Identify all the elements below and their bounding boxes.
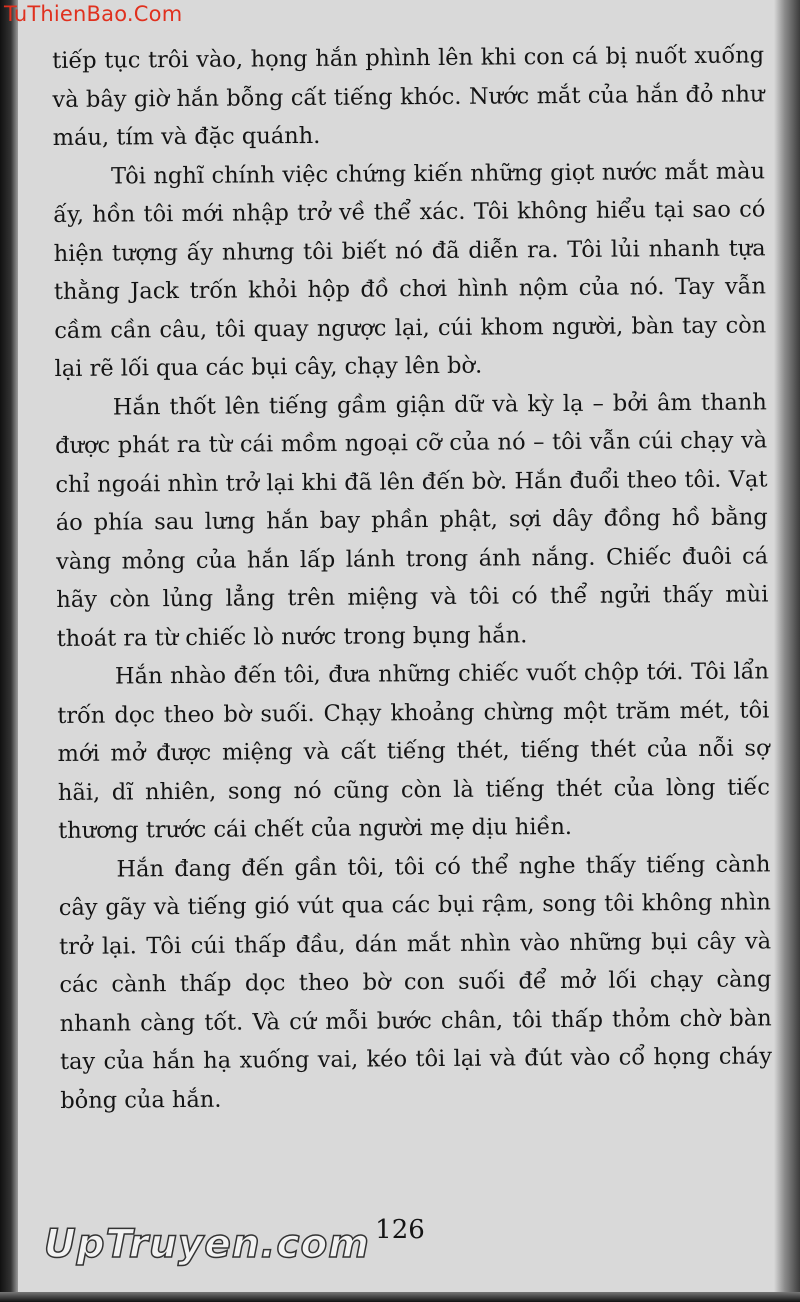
paragraph-4: Hắn nhào đến tôi, đưa những chiếc vuốt chộp tới. Tôi lẩn trốn dọc theo bờ suối. Chạy khoảng chừng một trăm mét, tôi mới mở được miệng và cất tiếng thét, tiếng thét của nỗi sợ hãi, dĩ nhiên, song nó cũng còn là tiếng thét của lòng tiếc thương trước cái chết của người mẹ dịu hiền. — [57, 658, 770, 844]
watermark-bottom: UpTruyen.com — [44, 1222, 370, 1267]
page-text — [52, 36, 772, 1120]
paragraph-1: tiếp tục trôi vào, họng hắn phình lên khi con cá bị nuốt xuống và bây giờ hắn bỗng cất tiếng khóc. Nước mắt của hắn đỏ như máu, tím và đặc quánh. — [52, 42, 765, 151]
paragraph-2: Tôi nghĩ chính việc chứng kiến những giọt nước mắt màu ấy, hồn tôi mới nhập trở về thể xác. Tôi không hiểu tại sao có hiện tượng ấy nhưng tôi biết nó đã diễn ra. Tôi lủi nhanh tựa thằng Jack trốn khỏi hộp đồ chơi hình nộm của nó. Tay vẫn cầm cần câu, tôi quay ngược lại, cúi khom người, bàn tay còn lại rẽ lối qua các bụi cây, chạy lên bờ. — [53, 157, 767, 382]
scan-shadow-left — [0, 0, 18, 1302]
page-number: 126 — [375, 1215, 425, 1245]
paragraph-5: Hắn đang đến gần tôi, tôi có thể nghe thấy tiếng cành cây gãy và tiếng gió vút qua các bụi rậm, song tôi không nhìn trở lại. Tôi cúi thấp đầu, dán mắt nhìn vào những bụi cây và các cành thấp dọc theo bờ con suối để mở lối chạy càng nhanh càng tốt. Và cứ mỗi bước chân, tôi thấp thỏm chờ bàn tay của hắn hạ xuống vai, kéo tôi lại và đút vào cổ họng cháy bỏng của hắn. — [58, 850, 773, 1114]
paragraph-3: Hắn thốt lên tiếng gầm giận dữ và kỳ lạ – bởi âm thanh được phát ra từ cái mồm ngoại cỡ của nó – tôi vẫn cúi chạy và chỉ ngoái nhìn trở lại khi đã lên đến bờ. Hắn đuổi theo tôi. Vạt áo phía sau lưng hắn bay phần phật, sợi dây đồng hồ bằng vàng mỏng của hắn lấp lánh trong ánh nắng. Chiếc đuôi cá hãy còn lủng lẳng trên miệng và tôi có thể ngửi thấy mùi thoát ra từ chiếc lò nước trong bụng hắn. — [55, 388, 769, 652]
watermark-top: TuThienBao.Com — [4, 2, 183, 26]
scan-shadow-right — [774, 0, 800, 1302]
scan-shadow-bottom — [0, 1292, 800, 1302]
